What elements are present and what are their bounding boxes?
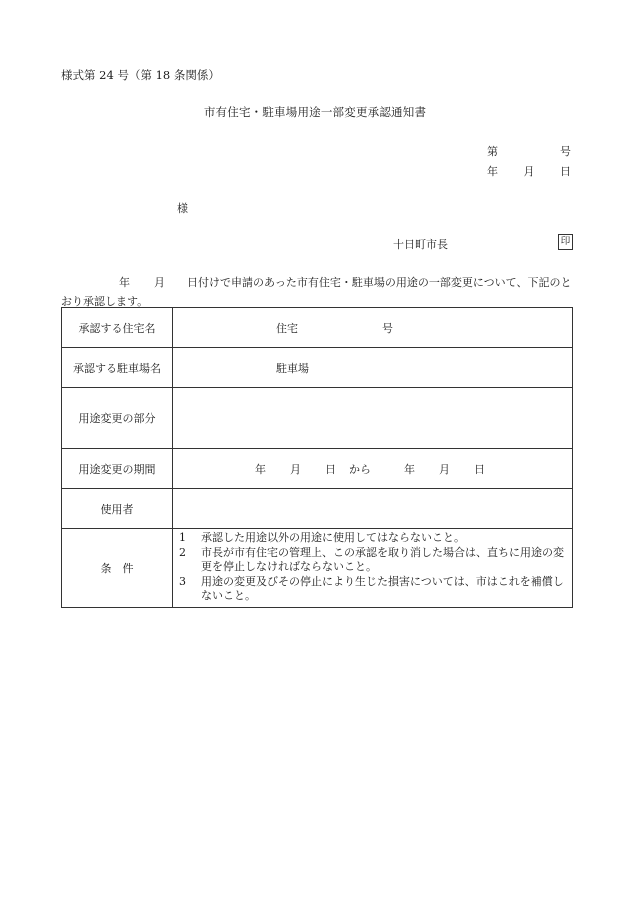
period-year-2: 年 — [404, 462, 415, 476]
body-month: 月 — [154, 276, 165, 289]
body-text: 日付けで申請のあった市有住宅・駐車場の用途の一部変更について、下記のとおり承認します。 — [61, 276, 572, 308]
addressee-suffix: 様 — [177, 202, 188, 215]
parking-label: 承認する駐車場名 — [62, 348, 173, 388]
parking-value-cell — [173, 348, 573, 388]
table-row-part — [62, 388, 573, 449]
document-title: 市有住宅・駐車場用途一部変更承認通知書 — [203, 105, 427, 119]
approval-details-table — [61, 307, 573, 608]
table-row-house — [62, 308, 573, 348]
number-suffix: 号 — [560, 145, 571, 158]
condition-item — [179, 546, 568, 575]
part-value-cell — [173, 388, 573, 449]
table-row-period — [62, 449, 573, 489]
condition-text: 承認した用途以外の用途に使用してはならないこと。 — [201, 531, 465, 544]
period-label: 用途変更の期間 — [62, 449, 173, 489]
number-prefix: 第 — [487, 145, 498, 158]
house-word: 住宅 — [276, 321, 298, 335]
date-year: 年 — [487, 165, 498, 178]
house-number-word: 号 — [382, 321, 393, 335]
document-number-line — [487, 143, 571, 159]
house-label: 承認する住宅名 — [62, 308, 173, 348]
document-date-line — [487, 163, 571, 179]
period-month-1: 月 — [290, 462, 301, 476]
condition-number: 3 — [179, 574, 186, 588]
condition-item — [179, 575, 568, 604]
condition-number: 2 — [179, 545, 186, 559]
date-day: 日 — [560, 165, 571, 178]
period-month-2: 月 — [439, 462, 450, 476]
period-day-2: 日 — [474, 462, 485, 476]
part-label: 用途変更の部分 — [62, 388, 173, 449]
period-from: から — [349, 462, 371, 476]
condition-text: 用途の変更及びその停止により生じた損害については、市はこれを補償しないこと。 — [201, 574, 564, 602]
condition-text: 市長が市有住宅の管理上、この承認を取り消した場合は、直ちに用途の変更を停止しなければならないこと。 — [201, 545, 564, 573]
period-year-1: 年 — [255, 462, 266, 476]
table-row-user — [62, 489, 573, 529]
body-paragraph — [61, 273, 573, 311]
parking-word: 駐車場 — [276, 361, 309, 375]
user-value-cell — [173, 489, 573, 529]
conditions-label: 条 件 — [62, 529, 173, 608]
house-value-cell — [173, 308, 573, 348]
condition-number: 1 — [179, 531, 186, 544]
period-value-cell — [173, 449, 573, 489]
body-year: 年 — [119, 276, 130, 289]
form-number: 様式第 24 号（第 18 条関係） — [61, 68, 220, 82]
table-row-parking — [62, 348, 573, 388]
seal-mark: 印 — [558, 234, 573, 250]
date-month: 月 — [523, 165, 535, 178]
user-label: 使用者 — [62, 489, 173, 529]
condition-item — [179, 531, 568, 546]
period-day-1: 日 — [325, 462, 336, 476]
conditions-cell — [173, 529, 573, 608]
issuer-name: 十日町市長 — [393, 238, 448, 251]
table-row-conditions — [62, 529, 573, 608]
